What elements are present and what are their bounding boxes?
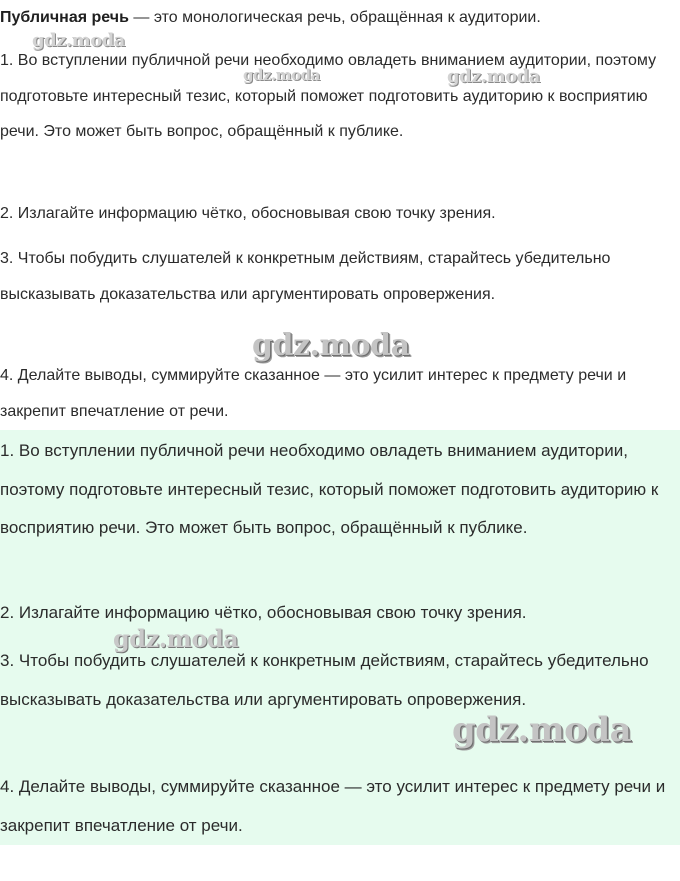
intro-definition xyxy=(0,8,541,28)
question-paragraph-3: 3. Чтобы побудить слушателей к конкретным действиям, старайтесь убедительно высказывать доказательства или аргументировать опровержения. xyxy=(0,250,611,303)
intro-term: Публичная речь xyxy=(0,9,129,26)
watermark: gdz.moda xyxy=(252,328,410,363)
question-paragraph-4: 4. Делайте выводы, суммируйте сказанное — это усилит интерес к предмету речи и закрепит впечатление от речи. xyxy=(0,367,627,420)
answer-paragraph-1: 1. Во вступлении публичной речи необходимо овладеть вниманием аудитории, поэтому подготовьте интересный тезис, который поможет подготовить аудиторию к восприятию речи. Это может быть вопрос, обращённый к публике. xyxy=(0,441,659,537)
intro-definition-text: — это монологическая речь, обращённая к аудитории. xyxy=(128,9,541,26)
answer-box xyxy=(0,430,680,845)
watermark: gdz.moda xyxy=(243,66,320,84)
watermark: gdz.moda xyxy=(447,66,540,87)
watermark: gdz.moda xyxy=(452,710,632,750)
watermark: gdz.moda xyxy=(32,30,125,51)
question-paragraph-1: 1. Во вступлении публичной речи необходимо овладеть вниманием аудитории, поэтому подготовьте интересный тезис, который поможет подготовить аудиторию к восприятию речи. Это может быть вопрос, обращённый к публике. xyxy=(0,52,657,140)
watermark: gdz.moda xyxy=(113,624,239,653)
question-paragraph-2: 2. Излагайте информацию чётко, обосновывая свою точку зрения. xyxy=(0,205,496,222)
answer-paragraph-3: 3. Чтобы побудить слушателей к конкретным действиям, старайтесь убедительно высказывать доказательства или аргументировать опровержения. xyxy=(0,651,649,709)
answer-paragraph-2: 2. Излагайте информацию чётко, обосновывая свою точку зрения. xyxy=(0,603,527,622)
answer-paragraph-4: 4. Делайте выводы, суммируйте сказанное — это усилит интерес к предмету речи и закрепит впечатление от речи. xyxy=(0,777,666,835)
